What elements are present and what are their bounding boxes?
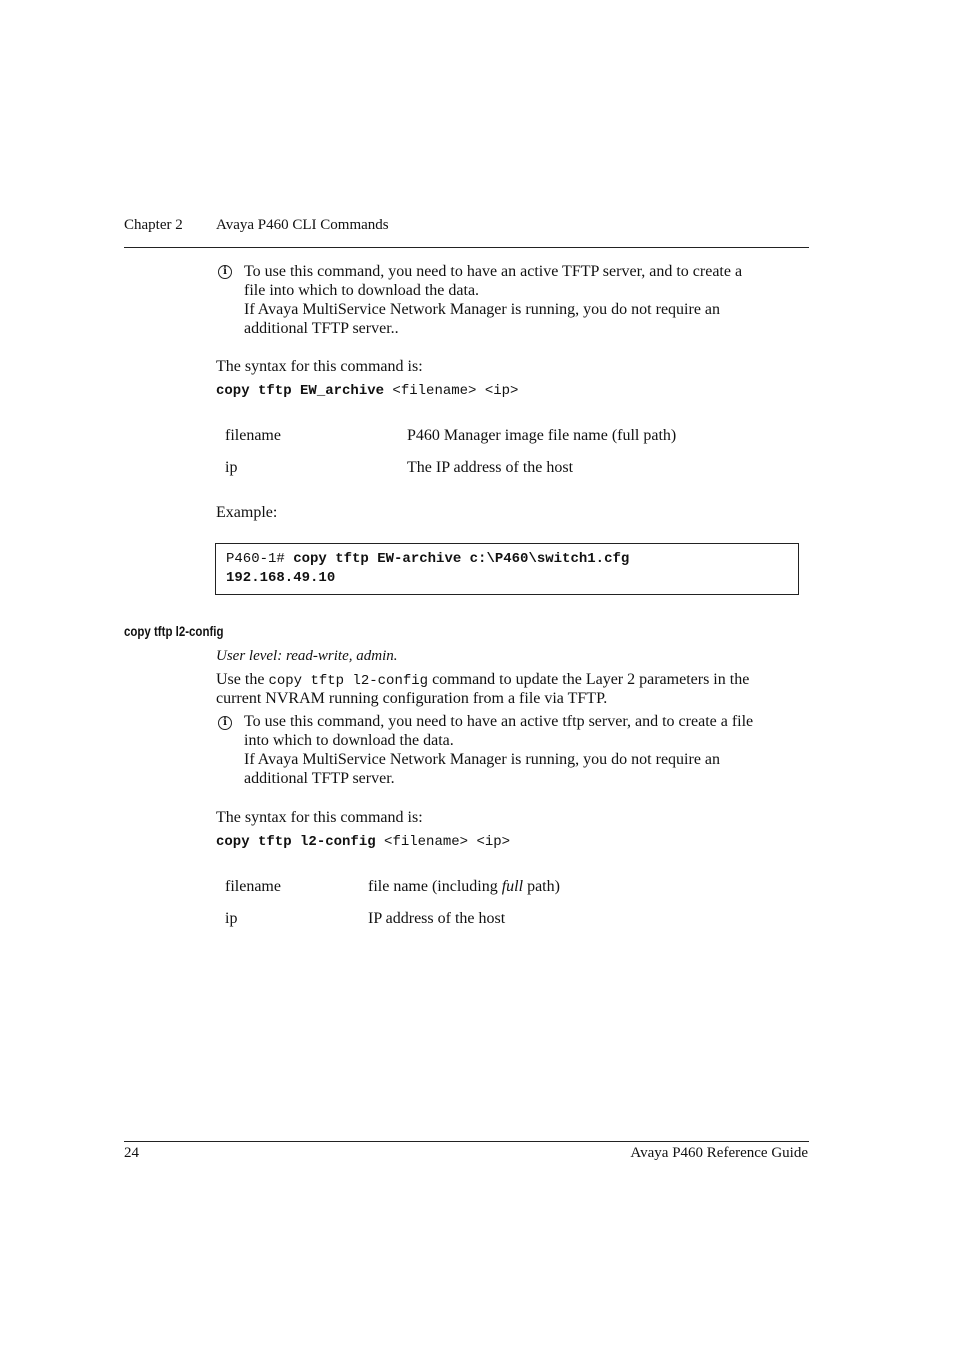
syntax-intro-2: The syntax for this command is: (216, 809, 423, 826)
note-2-line-2: into which to download the data. (244, 732, 454, 749)
note-1-line-2: file into which to download the data. (244, 282, 480, 299)
header-chapter: Chapter 2 (124, 217, 183, 233)
header-title: Avaya P460 CLI Commands (216, 217, 389, 233)
param-desc-ip-1: The IP address of the host (407, 459, 574, 476)
footer-page-number: 24 (124, 1145, 139, 1161)
note-1-line-1: To use this command, you need to have an active TFTP server, and to create a (244, 263, 743, 280)
footer-guide-title: Avaya P460 Reference Guide (630, 1145, 808, 1161)
example-label: Example: (216, 504, 278, 521)
intro-code: copy tftp l2-config (268, 673, 429, 689)
user-level: User level: read-write, admin. (216, 648, 398, 664)
info-note-icon: i (218, 265, 232, 279)
syntax-command-2: copy tftp l2-config (216, 834, 376, 850)
example-line-2: 192.168.49.10 (226, 570, 336, 586)
example-command: copy tftp EW-archive c:\P460\switch1.cfg (284, 551, 630, 567)
note-1-line-3: If Avaya MultiService Network Manager is running, you do not require an (244, 301, 721, 318)
intro-pre: Use the (216, 671, 269, 688)
param-name-filename-1: filename (225, 427, 281, 444)
param-name-ip-2: ip (225, 910, 238, 927)
syntax-args-2: <filename> <ip> (375, 834, 511, 850)
param-desc-ip-2: IP address of the host (368, 910, 506, 927)
syntax-args-1: <filename> <ip> (384, 383, 519, 399)
example-line-1 (226, 551, 629, 567)
intro-line-1 (216, 670, 749, 691)
param-desc-filename-2 (368, 877, 560, 896)
footer-rule (124, 1141, 809, 1142)
param-name-ip-1: ip (225, 459, 238, 476)
param-desc-filename-1: P460 Manager image file name (full path) (407, 427, 677, 444)
param-desc-em: full (501, 878, 524, 895)
syntax-intro-1: The syntax for this command is: (216, 358, 423, 375)
param-desc-pre: file name (including (368, 878, 502, 895)
section-heading: copy tftp l2-config (124, 623, 224, 639)
example-code-box (215, 543, 799, 595)
param-desc-post: path) (523, 878, 560, 895)
info-note-icon: i (218, 716, 232, 730)
example-prompt: P460-1# (226, 551, 285, 567)
note-1-line-4: additional TFTP server.. (244, 320, 399, 337)
note-2-line-3: If Avaya MultiService Network Manager is running, you do not require an (244, 751, 721, 768)
note-2-line-1: To use this command, you need to have an active tftp server, and to create a file (244, 713, 754, 730)
intro-line-2: current NVRAM running configuration from a file via TFTP. (216, 690, 608, 707)
header-rule (124, 247, 809, 248)
intro-post: command to update the Layer 2 parameters in the (428, 671, 750, 688)
syntax-line-1 (216, 383, 518, 399)
syntax-command-1: copy tftp EW_archive (216, 383, 385, 399)
syntax-line-2 (216, 834, 510, 850)
note-2-line-4: additional TFTP server. (244, 770, 395, 787)
param-name-filename-2: filename (225, 878, 281, 895)
